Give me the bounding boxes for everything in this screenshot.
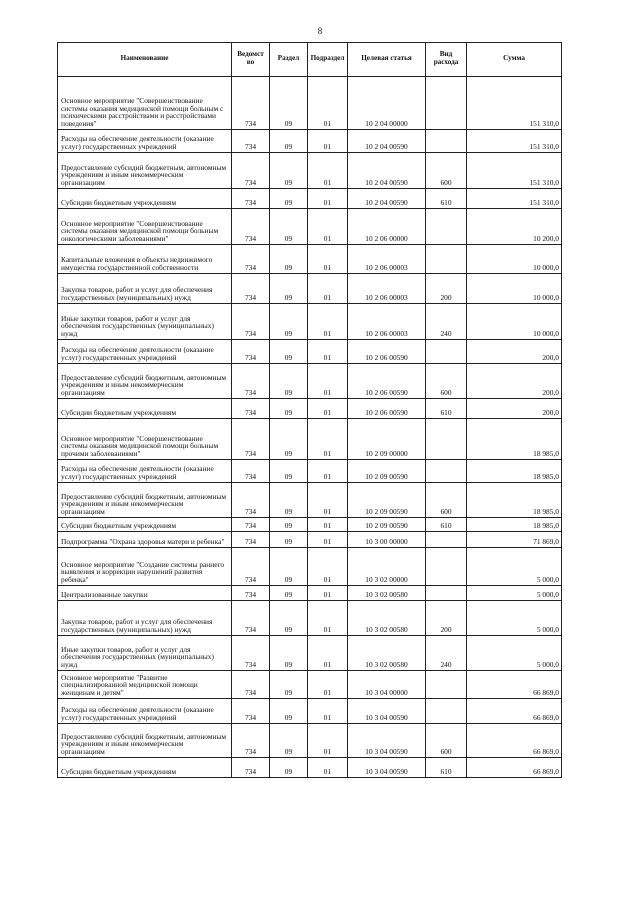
table-row [58,636,562,671]
cell-razdel: 09 [270,189,308,209]
cell-name: Расходы на обеспечение деятельности (оказание услуг) государственных учреждений [58,130,232,153]
cell-vid [426,586,467,601]
cell-vedomstvo: 734 [232,460,270,483]
cell-summa: 200,0 [467,340,562,364]
cell-razdel: 09 [270,636,308,671]
cell-vedomstvo: 734 [232,364,270,399]
cell-statya: 10 3 04 00590 [348,724,426,758]
cell-vid: 600 [426,153,467,189]
cell-name: Предоставление субсидий бюджетным, автономным учреждениям и иным некоммерческим организациям [58,364,232,399]
cell-razdel: 09 [270,245,308,274]
cell-vedomstvo: 734 [232,758,270,778]
cell-vedomstvo: 734 [232,601,270,636]
table-row [58,209,562,245]
cell-statya: 10 2 06 00590 [348,340,426,364]
cell-summa: 18 985,0 [467,518,562,532]
cell-name: Субсидии бюджетным учреждениям [58,189,232,209]
cell-razdel: 09 [270,419,308,460]
header-podrazdel: Подраздел [308,43,348,77]
cell-vedomstvo: 734 [232,304,270,340]
cell-vedomstvo: 734 [232,518,270,532]
table-row [58,548,562,586]
cell-vedomstvo: 734 [232,699,270,724]
cell-statya: 10 3 02 00580 [348,586,426,601]
table-row [58,304,562,340]
cell-vid [426,699,467,724]
cell-vid [426,340,467,364]
cell-summa: 10 200,0 [467,209,562,245]
cell-summa: 200,0 [467,399,562,419]
cell-podrazdel: 01 [308,245,348,274]
budget-table [57,42,562,778]
cell-statya: 10 2 09 00000 [348,419,426,460]
cell-statya: 10 2 04 00590 [348,153,426,189]
table-row [58,586,562,601]
cell-vedomstvo: 734 [232,153,270,189]
cell-vedomstvo: 734 [232,483,270,518]
cell-podrazdel: 01 [308,419,348,460]
cell-statya: 10 3 02 00580 [348,636,426,671]
cell-name: Основное мероприятие "Создание системы раннего выявления и коррекции нарушений развития ребенка" [58,548,232,586]
cell-vid: 240 [426,304,467,340]
cell-name: Предоставление субсидий бюджетным, автономным учреждениям и иным некоммерческим организациям [58,724,232,758]
cell-podrazdel: 01 [308,532,348,548]
cell-vid [426,548,467,586]
cell-summa: 18 985,0 [467,483,562,518]
cell-podrazdel: 01 [308,586,348,601]
cell-summa: 66 869,0 [467,699,562,724]
cell-name: Закупка товаров, работ и услуг для обеспечения государственных (муниципальных) нужд [58,274,232,304]
cell-razdel: 09 [270,758,308,778]
cell-statya: 10 2 09 00590 [348,518,426,532]
cell-razdel: 09 [270,340,308,364]
table-row [58,601,562,636]
cell-summa: 10 000,0 [467,245,562,274]
cell-vid: 610 [426,189,467,209]
cell-vid [426,245,467,274]
cell-vedomstvo: 734 [232,636,270,671]
cell-razdel: 09 [270,724,308,758]
cell-podrazdel: 01 [308,153,348,189]
cell-vedomstvo: 734 [232,419,270,460]
cell-statya: 10 3 02 00580 [348,601,426,636]
cell-vedomstvo: 734 [232,274,270,304]
cell-vid: 600 [426,364,467,399]
table-row [58,518,562,532]
cell-vid: 200 [426,601,467,636]
cell-name: Предоставление субсидий бюджетным, автономным учреждениям и иным некоммерческим организациям [58,153,232,189]
cell-vedomstvo: 734 [232,77,270,130]
cell-summa: 18 985,0 [467,419,562,460]
cell-razdel: 09 [270,399,308,419]
cell-podrazdel: 01 [308,548,348,586]
cell-podrazdel: 01 [308,758,348,778]
cell-summa: 18 985,0 [467,460,562,483]
cell-statya: 10 2 06 00003 [348,245,426,274]
cell-razdel: 09 [270,601,308,636]
table-body [58,77,562,778]
table-header [58,43,562,77]
cell-vid [426,460,467,483]
table-row [58,77,562,130]
table-row [58,671,562,699]
table-row [58,419,562,460]
cell-vid [426,419,467,460]
table-row [58,724,562,758]
cell-podrazdel: 01 [308,601,348,636]
cell-name: Субсидии бюджетным учреждениям [58,758,232,778]
cell-vedomstvo: 734 [232,586,270,601]
cell-vedomstvo: 734 [232,209,270,245]
header-summa: Сумма [467,43,562,77]
cell-name: Капитальные вложения в объекты недвижимого имущества государственной собственности [58,245,232,274]
cell-razdel: 09 [270,586,308,601]
cell-podrazdel: 01 [308,274,348,304]
cell-name: Основное мероприятие "Совершенствование системы оказания медицинской помощи больным прочими заболеваниями" [58,419,232,460]
cell-name: Подпрограмма "Охрана здоровья матери и ребенка" [58,532,232,548]
cell-summa: 10 000,0 [467,274,562,304]
cell-statya: 10 3 04 00590 [348,758,426,778]
cell-statya: 10 2 04 00590 [348,189,426,209]
table-row [58,460,562,483]
cell-vid: 240 [426,636,467,671]
cell-podrazdel: 01 [308,209,348,245]
cell-vedomstvo: 734 [232,399,270,419]
cell-statya: 10 3 04 00000 [348,671,426,699]
cell-podrazdel: 01 [308,636,348,671]
table-row [58,758,562,778]
cell-name: Иные закупки товаров, работ и услуг для обеспечения государственных (муниципальных) нужд [58,304,232,340]
cell-vid [426,532,467,548]
cell-razdel: 09 [270,671,308,699]
cell-razdel: 09 [270,209,308,245]
table-row [58,399,562,419]
cell-vid [426,130,467,153]
cell-name: Субсидии бюджетным учреждениям [58,518,232,532]
header-vedomstvo: Ведомст во [232,43,270,77]
table-row [58,340,562,364]
cell-name: Расходы на обеспечение деятельности (оказание услуг) государственных учреждений [58,699,232,724]
cell-name: Расходы на обеспечение деятельности (оказание услуг) государственных учреждений [58,340,232,364]
cell-vedomstvo: 734 [232,724,270,758]
cell-statya: 10 2 06 00000 [348,209,426,245]
cell-razdel: 09 [270,364,308,399]
cell-summa: 5 000,0 [467,636,562,671]
cell-podrazdel: 01 [308,364,348,399]
cell-statya: 10 3 00 00000 [348,532,426,548]
cell-vid [426,671,467,699]
cell-vedomstvo: 734 [232,340,270,364]
cell-vid: 610 [426,518,467,532]
cell-summa: 66 869,0 [467,724,562,758]
cell-summa: 151 310,0 [467,130,562,153]
cell-statya: 10 2 06 00590 [348,399,426,419]
cell-name: Расходы на обеспечение деятельности (оказание услуг) государственных учреждений [58,460,232,483]
cell-podrazdel: 01 [308,518,348,532]
cell-razdel: 09 [270,130,308,153]
cell-statya: 10 2 04 00590 [348,130,426,153]
cell-summa: 66 869,0 [467,671,562,699]
cell-summa: 151 310,0 [467,77,562,130]
header-vid: Вид расхода [426,43,467,77]
table-row [58,532,562,548]
cell-name: Субсидии бюджетным учреждениям [58,399,232,419]
cell-vid: 610 [426,399,467,419]
cell-podrazdel: 01 [308,460,348,483]
page-number: 8 [317,26,323,36]
cell-name: Основное мероприятие "Совершенствование системы оказания медицинской помощи больным с психическими расстройствами и расстройствами поведения" [58,77,232,130]
table-row [58,153,562,189]
cell-razdel: 09 [270,304,308,340]
cell-summa: 5 000,0 [467,548,562,586]
cell-vedomstvo: 734 [232,548,270,586]
cell-statya: 10 3 02 00000 [348,548,426,586]
cell-vedomstvo: 734 [232,532,270,548]
header-razdel: Раздел [270,43,308,77]
cell-podrazdel: 01 [308,699,348,724]
cell-name: Централизованные закупки [58,586,232,601]
header-name: Наименование [58,43,232,77]
cell-podrazdel: 01 [308,340,348,364]
table-row [58,274,562,304]
cell-name: Иные закупки товаров, работ и услуг для обеспечения государственных (муниципальных) нужд [58,636,232,671]
cell-podrazdel: 01 [308,77,348,130]
cell-razdel: 09 [270,77,308,130]
cell-statya: 10 2 04 00000 [348,77,426,130]
cell-podrazdel: 01 [308,724,348,758]
cell-statya: 10 2 06 00590 [348,364,426,399]
cell-razdel: 09 [270,153,308,189]
cell-podrazdel: 01 [308,130,348,153]
cell-summa: 200,0 [467,364,562,399]
table-row [58,699,562,724]
cell-razdel: 09 [270,699,308,724]
cell-razdel: 09 [270,483,308,518]
cell-summa: 5 000,0 [467,586,562,601]
cell-summa: 151 310,0 [467,189,562,209]
cell-razdel: 09 [270,274,308,304]
table-row [58,189,562,209]
cell-statya: 10 2 09 00590 [348,460,426,483]
cell-vedomstvo: 734 [232,130,270,153]
cell-razdel: 09 [270,518,308,532]
cell-statya: 10 3 04 00590 [348,699,426,724]
cell-statya: 10 2 06 00003 [348,274,426,304]
cell-razdel: 09 [270,548,308,586]
cell-name: Закупка товаров, работ и услуг для обеспечения государственных (муниципальных) нужд [58,601,232,636]
cell-summa: 71 869,0 [467,532,562,548]
cell-statya: 10 2 06 00003 [348,304,426,340]
cell-podrazdel: 01 [308,304,348,340]
cell-vid: 600 [426,724,467,758]
cell-summa: 66 869,0 [467,758,562,778]
cell-vid [426,77,467,130]
cell-vid: 610 [426,758,467,778]
cell-podrazdel: 01 [308,189,348,209]
table-row [58,483,562,518]
cell-podrazdel: 01 [308,483,348,518]
cell-razdel: 09 [270,532,308,548]
cell-name: Основное мероприятие "Совершенствование системы оказания медицинской помощи больным онкологическими заболеваниями" [58,209,232,245]
cell-podrazdel: 01 [308,671,348,699]
table-row [58,364,562,399]
cell-vid: 200 [426,274,467,304]
cell-vid: 600 [426,483,467,518]
table-row [58,130,562,153]
cell-vid [426,209,467,245]
cell-name: Предоставление субсидий бюджетным, автономным учреждениям и иным некоммерческим организациям [58,483,232,518]
cell-summa: 5 000,0 [467,601,562,636]
cell-vedomstvo: 734 [232,245,270,274]
cell-vedomstvo: 734 [232,671,270,699]
cell-razdel: 09 [270,460,308,483]
table-row [58,245,562,274]
header-row [58,43,562,77]
cell-vedomstvo: 734 [232,189,270,209]
header-statya: Целевая статья [348,43,426,77]
cell-summa: 151 310,0 [467,153,562,189]
cell-name: Основное мероприятие "Развитие специализированной медицинской помощи женщинам и детям" [58,671,232,699]
cell-podrazdel: 01 [308,399,348,419]
cell-summa: 10 000,0 [467,304,562,340]
cell-statya: 10 2 09 00590 [348,483,426,518]
